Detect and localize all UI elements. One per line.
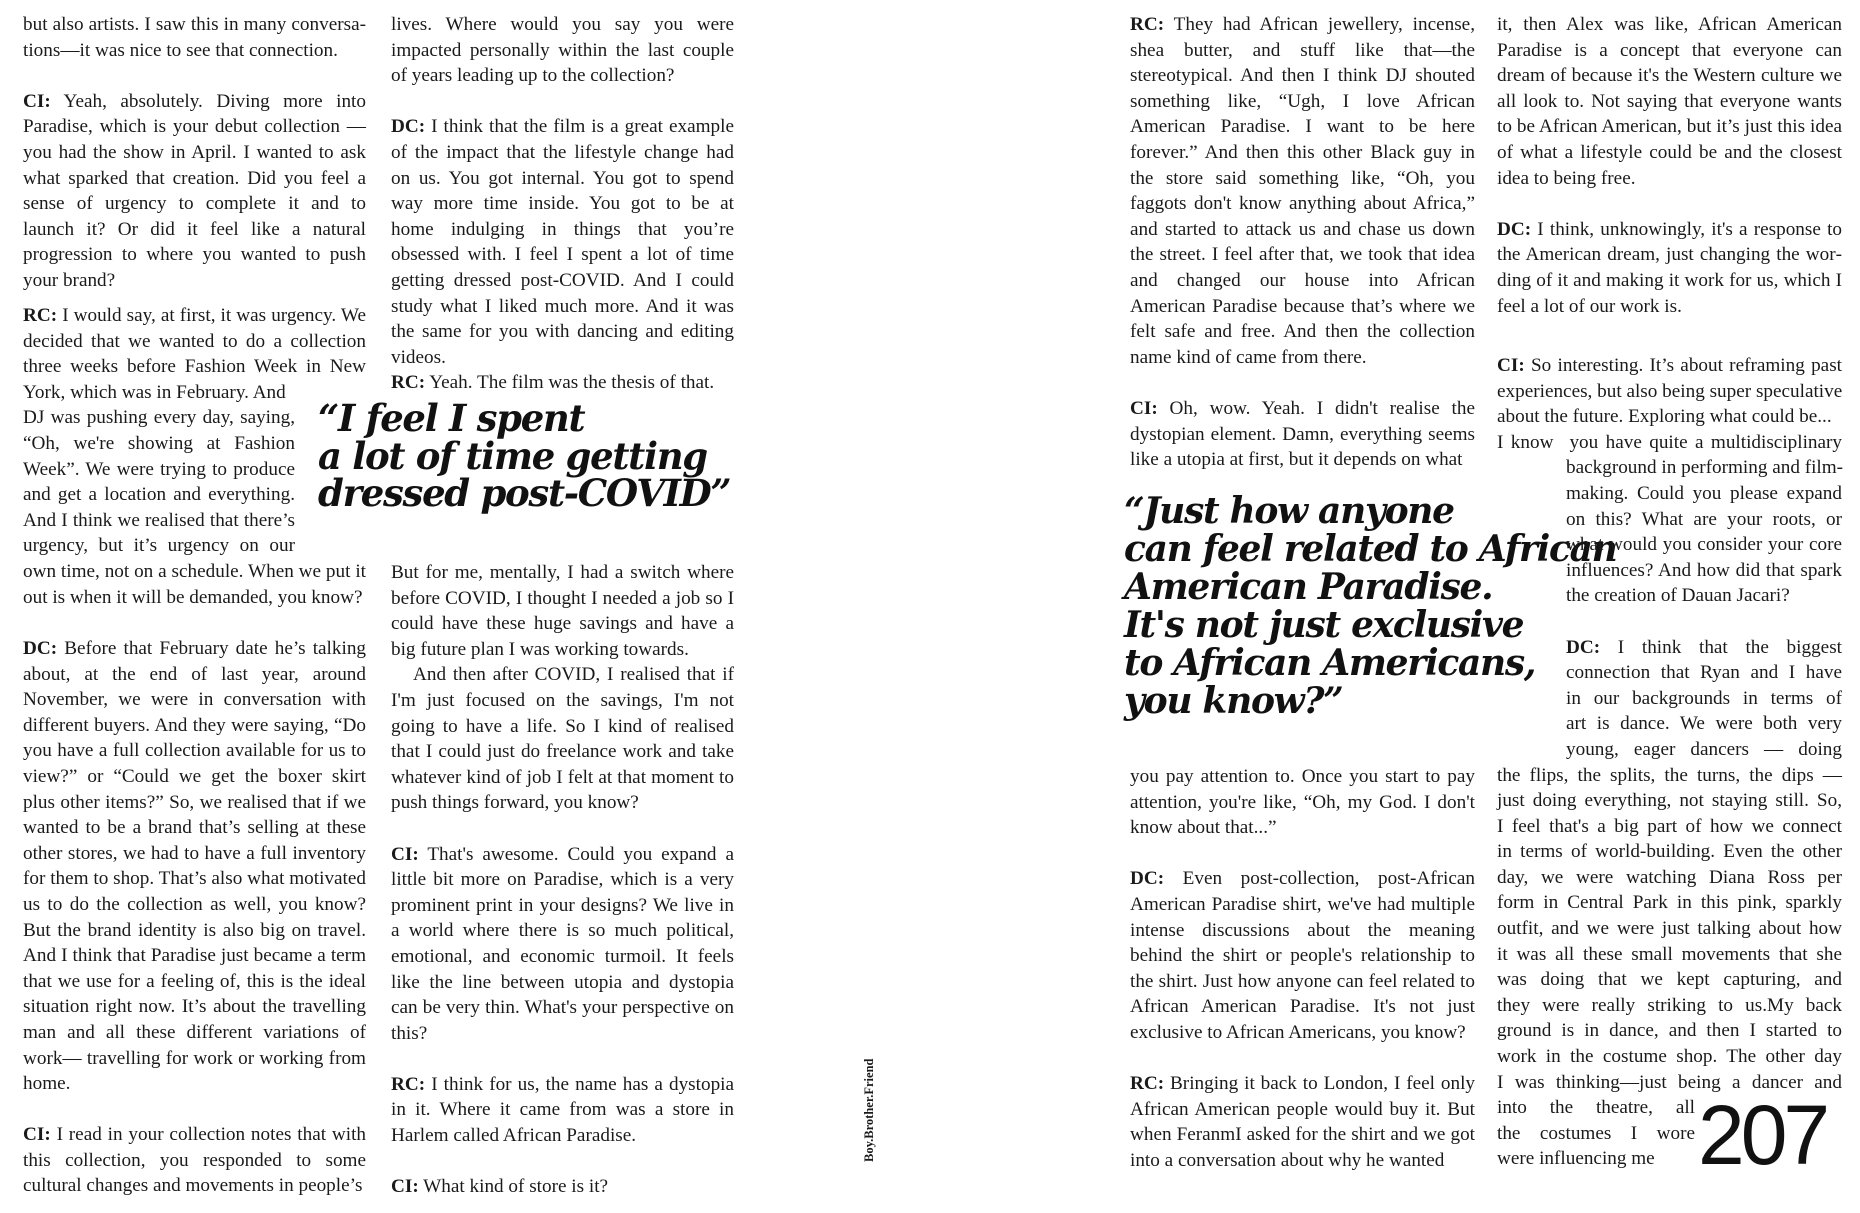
paragraph: And then after COVID, I realised that if I'm just focused on the savings, I'm not going to have a life. So I kind of realised that I could just do freelance work and take whatever kind of job I felt at that moment to push things forward, you know?	[391, 664, 734, 814]
right-col1-top	[1130, 12, 1475, 473]
spine-title: Boy.Brother.Friend	[862, 1058, 876, 1162]
paragraph: RC: Bringing it back to London, I feel only African American people would buy it. But when FeranmI asked for the shirt and we got into a conversation about why he wanted	[1130, 1073, 1475, 1171]
right-col1-bottom	[1130, 764, 1475, 1174]
left-col2-bottom	[391, 560, 734, 1200]
paragraph: it, then Alex was like, African American Paradise is a concept that everyone can dream of because it's the Western culture we all look to. Not saying that everyone wants to be African American, but it’s just this idea of what a lifestyle could be and the closest idea to being free.	[1497, 14, 1842, 189]
paragraph: RC: Yeah. The film was the thesis of that.	[391, 372, 715, 394]
paragraph: CI: Oh, wow. Yeah. I didn't realise the dystopian element. Damn, everything seems like a utopia at first, but it depends on what	[1130, 397, 1475, 471]
pull-quote-right: “Just how anyone can feel related to African American Paradise. It's not just exclusive to African Americans, you know?”	[1124, 490, 1617, 722]
paragraph: DC: Before that February date he’s talking about, at the end of last year, around November, we were in conversation with different buyers. And they were saying, “Do you have a full collection available for us to view?” or “Could we get the boxer skirt plus other items?” So, we realised that if we wanted to be a brand that’s selling at these other stores, we had to have a full inventory for them to shop. That’s also what motivated us to do the collection as well, you know? But the brand identity is also big on travel. And I think that Paradise just became a term that we use for a feeling of, this is the ideal situation right now. It’s about the travelling man and all these different variations of work— travelling for work or working from home.	[23, 638, 367, 1095]
paragraph: lives. Where would you say you were impacted personally within the last couple of years leading up to the collection?	[391, 14, 734, 87]
paragraph: CI: That's awesome. Could you expand a little bit more on Paradise, which is a very prominent print in your designs? We live in a world where there is so much political, emotional, and economic turmoil. It feels like the line between utopia and dystopia can be very thin. What's your perspective on this?	[391, 843, 734, 1044]
speaker-label: DC:	[1566, 636, 1601, 658]
paragraph: RC: I think for us, the name has a dystopia in it. Where it came from was a store in Harlem called African Paradise.	[391, 1073, 735, 1147]
left-col2-top	[391, 12, 734, 396]
paragraph: But for me, mentally, I had a switch where before COVID, I thought I needed a job so I could have these huge savings and have a big future plan I was working towards.	[391, 562, 734, 660]
right-col2-top	[1497, 12, 1842, 319]
pull-quote-left: “I feel I spent a lot of time getting dressed post-COVID”	[318, 396, 731, 515]
paragraph: you pay attention to. Once you start to pay attention, you're like, “Oh, my God. I don't know about that...”	[1130, 766, 1475, 839]
left-rc-paragraph: RC: I would say, at first, it was urgency. We decided that we wanted to do a collection three weeks before Fashion Week in New York, which was in February. And DJ was pushing every day, saying, “Oh, we're showing at Fashion Week”. We were trying to produce and get a location and everything. And I think we realised that there’s urgency, but it’s urgency on our own time, not on a schedule. When we put it out is when it will be demanded, you know?	[23, 305, 366, 608]
speaker-label: CI:	[1497, 355, 1525, 376]
page-number: 207	[1698, 1088, 1827, 1182]
paragraph: CI: What kind of store is it?	[391, 1176, 609, 1198]
paragraph: RC: They had African jewellery, incense, shea butter, and stuff like that—the stereotypical. And then I think DJ shouted something like, “Ugh, I love African American Paradise. I want to be here forever.” And then this other Black guy in the store said something like, “Oh, you faggots don't know anything about Africa,” and started to attack us and chase us down the street. I feel after that, we took that idea and changed our house into African American Paradise because that’s where we felt safe and free. And then the collection name kind of came from there.	[1130, 14, 1475, 368]
left-col1-bottom	[23, 636, 366, 1199]
left-col1-top	[23, 12, 366, 294]
right-col2-wrapped: CI: So interesting. It’s about reframing past experiences, but also being super speculative about the future. Exploring what could be... I know you have quite a multidisciplinary background in performing and film- making. Could you please expand on this? What are your roots, or what would you consider your core influences? And how did that spark the creation of Dauan Jacari? DC: I think that the biggest connection that Ryan and I have in our backgrounds in terms of art is dance. We were both very young, eager dancers — doing the flips, the splits, the turns, the dips — just doing everything, not staying still. So, I feel that's a big part of how we connect in terms of world-building. Even the other day, we were watching Diana Ross per form in Central Park in this pink, sparkly outfit, and we were just talking about how it was all these small movements that she was doing that we kept capturing, and they were really striking to us.My back ground is in dance, and then I started to work in the costume shop. The other day I was thinking—just being a dancer and into the theatre, all the costumes I wore were influencing me	[1497, 355, 1844, 1170]
paragraph: CI: I read in your collection notes that with this collection, you responded to some cultural changes and movements in people’s	[23, 1124, 366, 1197]
paragraph: but also artists. I saw this in many conversations—it was nice to see that connection.	[23, 14, 366, 61]
paragraph: DC: I think, unknowingly, it's a response to the American dream, just changing the wording of it and making it work for us, which I feel a lot of our work is.	[1497, 218, 1842, 317]
paragraph: CI: Yeah, absolutely. Diving more into Paradise, which is your debut collection — you had the show in April. I wanted to ask what sparked that creation. Did you feel a sense of urgency to complete it and to launch it? Or did it feel like a natural progression to where you wanted to push your brand?	[23, 90, 366, 291]
paragraph: DC: I think that the film is a great example of the impact that the lifestyle change had on us. You got internal. You got to spend way more time inside. You got to be at home indulging in things that you’re obsessed with. I feel I spent a lot of time getting dressed post-COVID. And I could study what I liked much more. And it was the same for you with dancing and editing videos.	[391, 116, 734, 368]
paragraph: DC: Even post-collection, post-African American Paradise shirt, we've had multiple intense discussions about the meaning behind the shirt or people's relationship to the shirt. Just how anyone can feel related to African American Paradise. It's not just exclusive to African Americans, you know?	[1130, 868, 1476, 1043]
